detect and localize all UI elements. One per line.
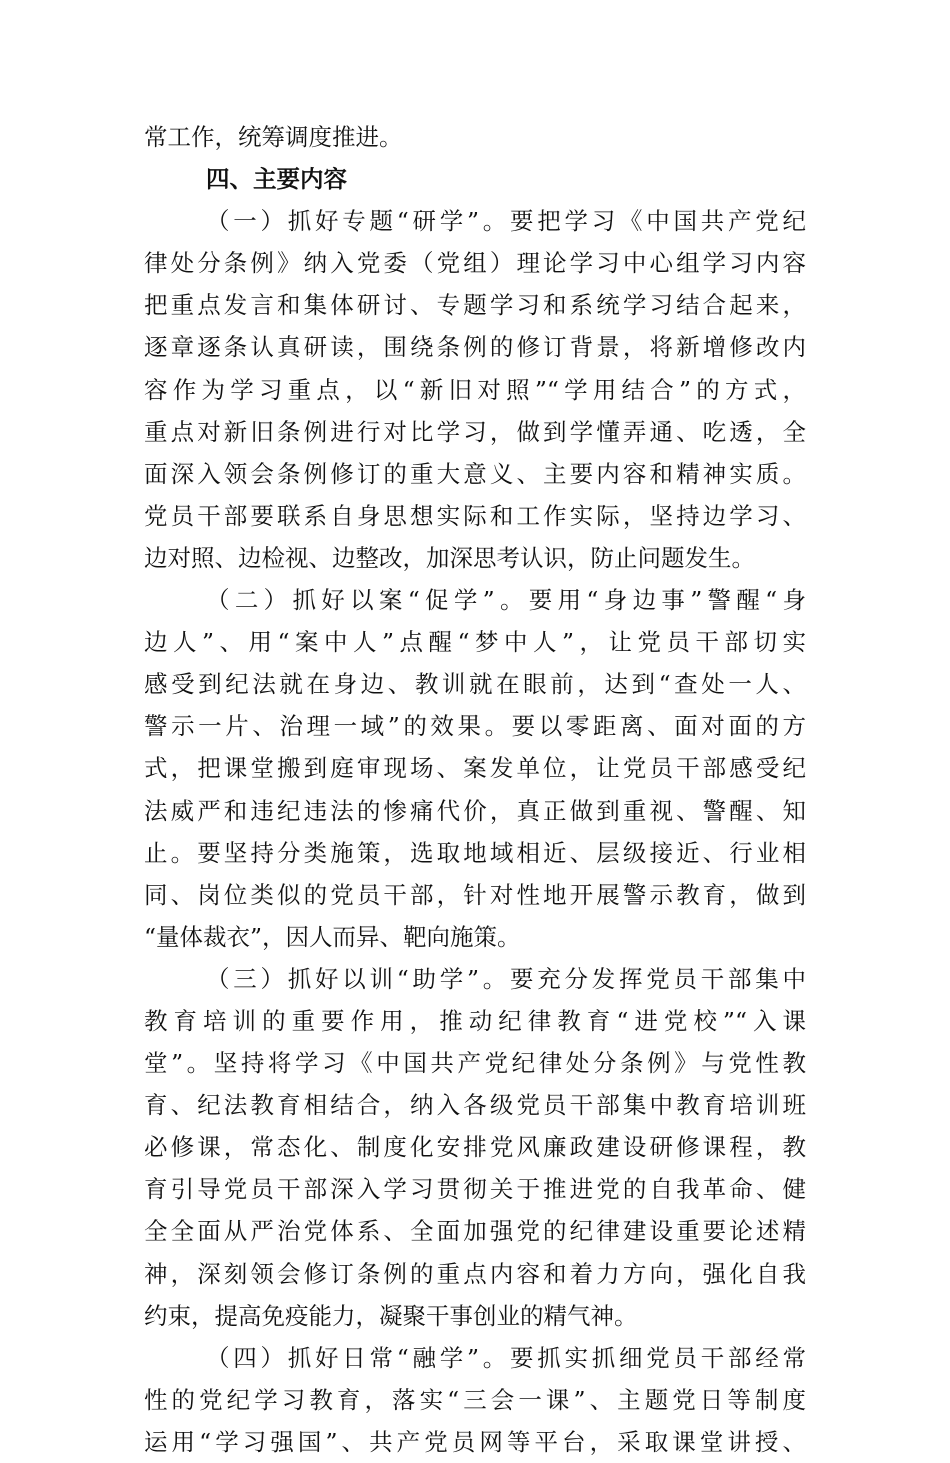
paragraph-line: 逐章逐条认真研读，围绕条例的修订背景，将新增修改内 bbox=[144, 333, 806, 362]
paragraph-line: 重点对新旧条例进行对比学习，做到学懂弄通、吃透，全 bbox=[144, 417, 806, 446]
paragraph-line: 面深入领会条例修订的重大意义、主要内容和精神实质。 bbox=[144, 459, 806, 488]
paragraph-line: 教育培训的重要作用，推动纪律教育“进党校”“入课 bbox=[144, 1006, 806, 1035]
paragraph-line: 容作为学习重点，以“新旧对照”“学用结合”的方式， bbox=[144, 375, 806, 404]
paragraph-line: 边人”、用“案中人”点醒“梦中人”，让党员干部切实 bbox=[144, 628, 806, 657]
paragraph-line: 性的党纪学习教育，落实“三会一课”、主题党日等制度 bbox=[144, 1385, 806, 1414]
paragraph-line: 律处分条例》纳入党委（党组）理论学习中心组学习内容 bbox=[144, 249, 806, 278]
paragraph-line: （四）抓好日常“融学”。要抓实抓细党员干部经常 bbox=[206, 1343, 806, 1372]
paragraph-line: 式，把课堂搬到庭审现场、案发单位，让党员干部感受纪 bbox=[144, 754, 806, 783]
paragraph-line: 常工作，统筹调度推进。 bbox=[144, 123, 403, 151]
document-body-text bbox=[144, 116, 806, 1463]
paragraph-line: 边对照、边检视、边整改，加深思考认识，防止问题发生。 bbox=[144, 543, 755, 572]
paragraph-line: 堂”。坚持将学习《中国共产党纪律处分条例》与党性教 bbox=[144, 1049, 806, 1078]
paragraph-line: 同、岗位类似的党员干部，针对性地开展警示教育，做到 bbox=[144, 880, 806, 909]
paragraph-line: 法威严和违纪违法的惨痛代价，真正做到重视、警醒、知 bbox=[144, 796, 806, 825]
paragraph-line: 育、纪法教育相结合，纳入各级党员干部集中教育培训班 bbox=[144, 1091, 806, 1120]
paragraph-line: “量体裁衣”，因人而异、靶向施策。 bbox=[144, 922, 521, 951]
paragraph-line: （三）抓好以训“助学”。要充分发挥党员干部集中 bbox=[206, 964, 806, 993]
paragraph-line: 警示一片、治理一域”的效果。要以零距离、面对面的方 bbox=[144, 712, 806, 741]
paragraph-line: 党员干部要联系自身思想实际和工作实际，坚持边学习、 bbox=[144, 501, 806, 530]
paragraph-line: 全全面从严治党体系、全面加强党的纪律建设重要论述精 bbox=[144, 1217, 806, 1246]
paragraph-line: 神，深刻领会修订条例的重点内容和着力方向，强化自我 bbox=[144, 1259, 806, 1288]
paragraph-line: 育引导党员干部深入学习贯彻关于推进党的自我革命、健 bbox=[144, 1175, 806, 1204]
section-heading: 四、主要内容 bbox=[206, 165, 347, 194]
paragraph-line: 必修课，常态化、制度化安排党风廉政建设研修课程，教 bbox=[144, 1133, 806, 1162]
paragraph-line: 运用“学习强国”、共产党员网等平台，采取课堂讲授、 bbox=[144, 1427, 806, 1456]
paragraph-line: 止。要坚持分类施策，选取地域相近、层级接近、行业相 bbox=[144, 838, 806, 867]
paragraph-line: 感受到纪法就在身边、教训就在眼前，达到“查处一人、 bbox=[144, 670, 806, 699]
paragraph-line: （二）抓好以案“促学”。要用“身边事”警醒“身 bbox=[206, 586, 806, 615]
paragraph-line: 约束，提高免疫能力，凝聚干事创业的精气神。 bbox=[144, 1301, 638, 1330]
paragraph-line: （一）抓好专题“研学”。要把学习《中国共产党纪 bbox=[206, 207, 806, 236]
paragraph-line: 把重点发言和集体研讨、专题学习和系统学习结合起来， bbox=[144, 291, 806, 320]
